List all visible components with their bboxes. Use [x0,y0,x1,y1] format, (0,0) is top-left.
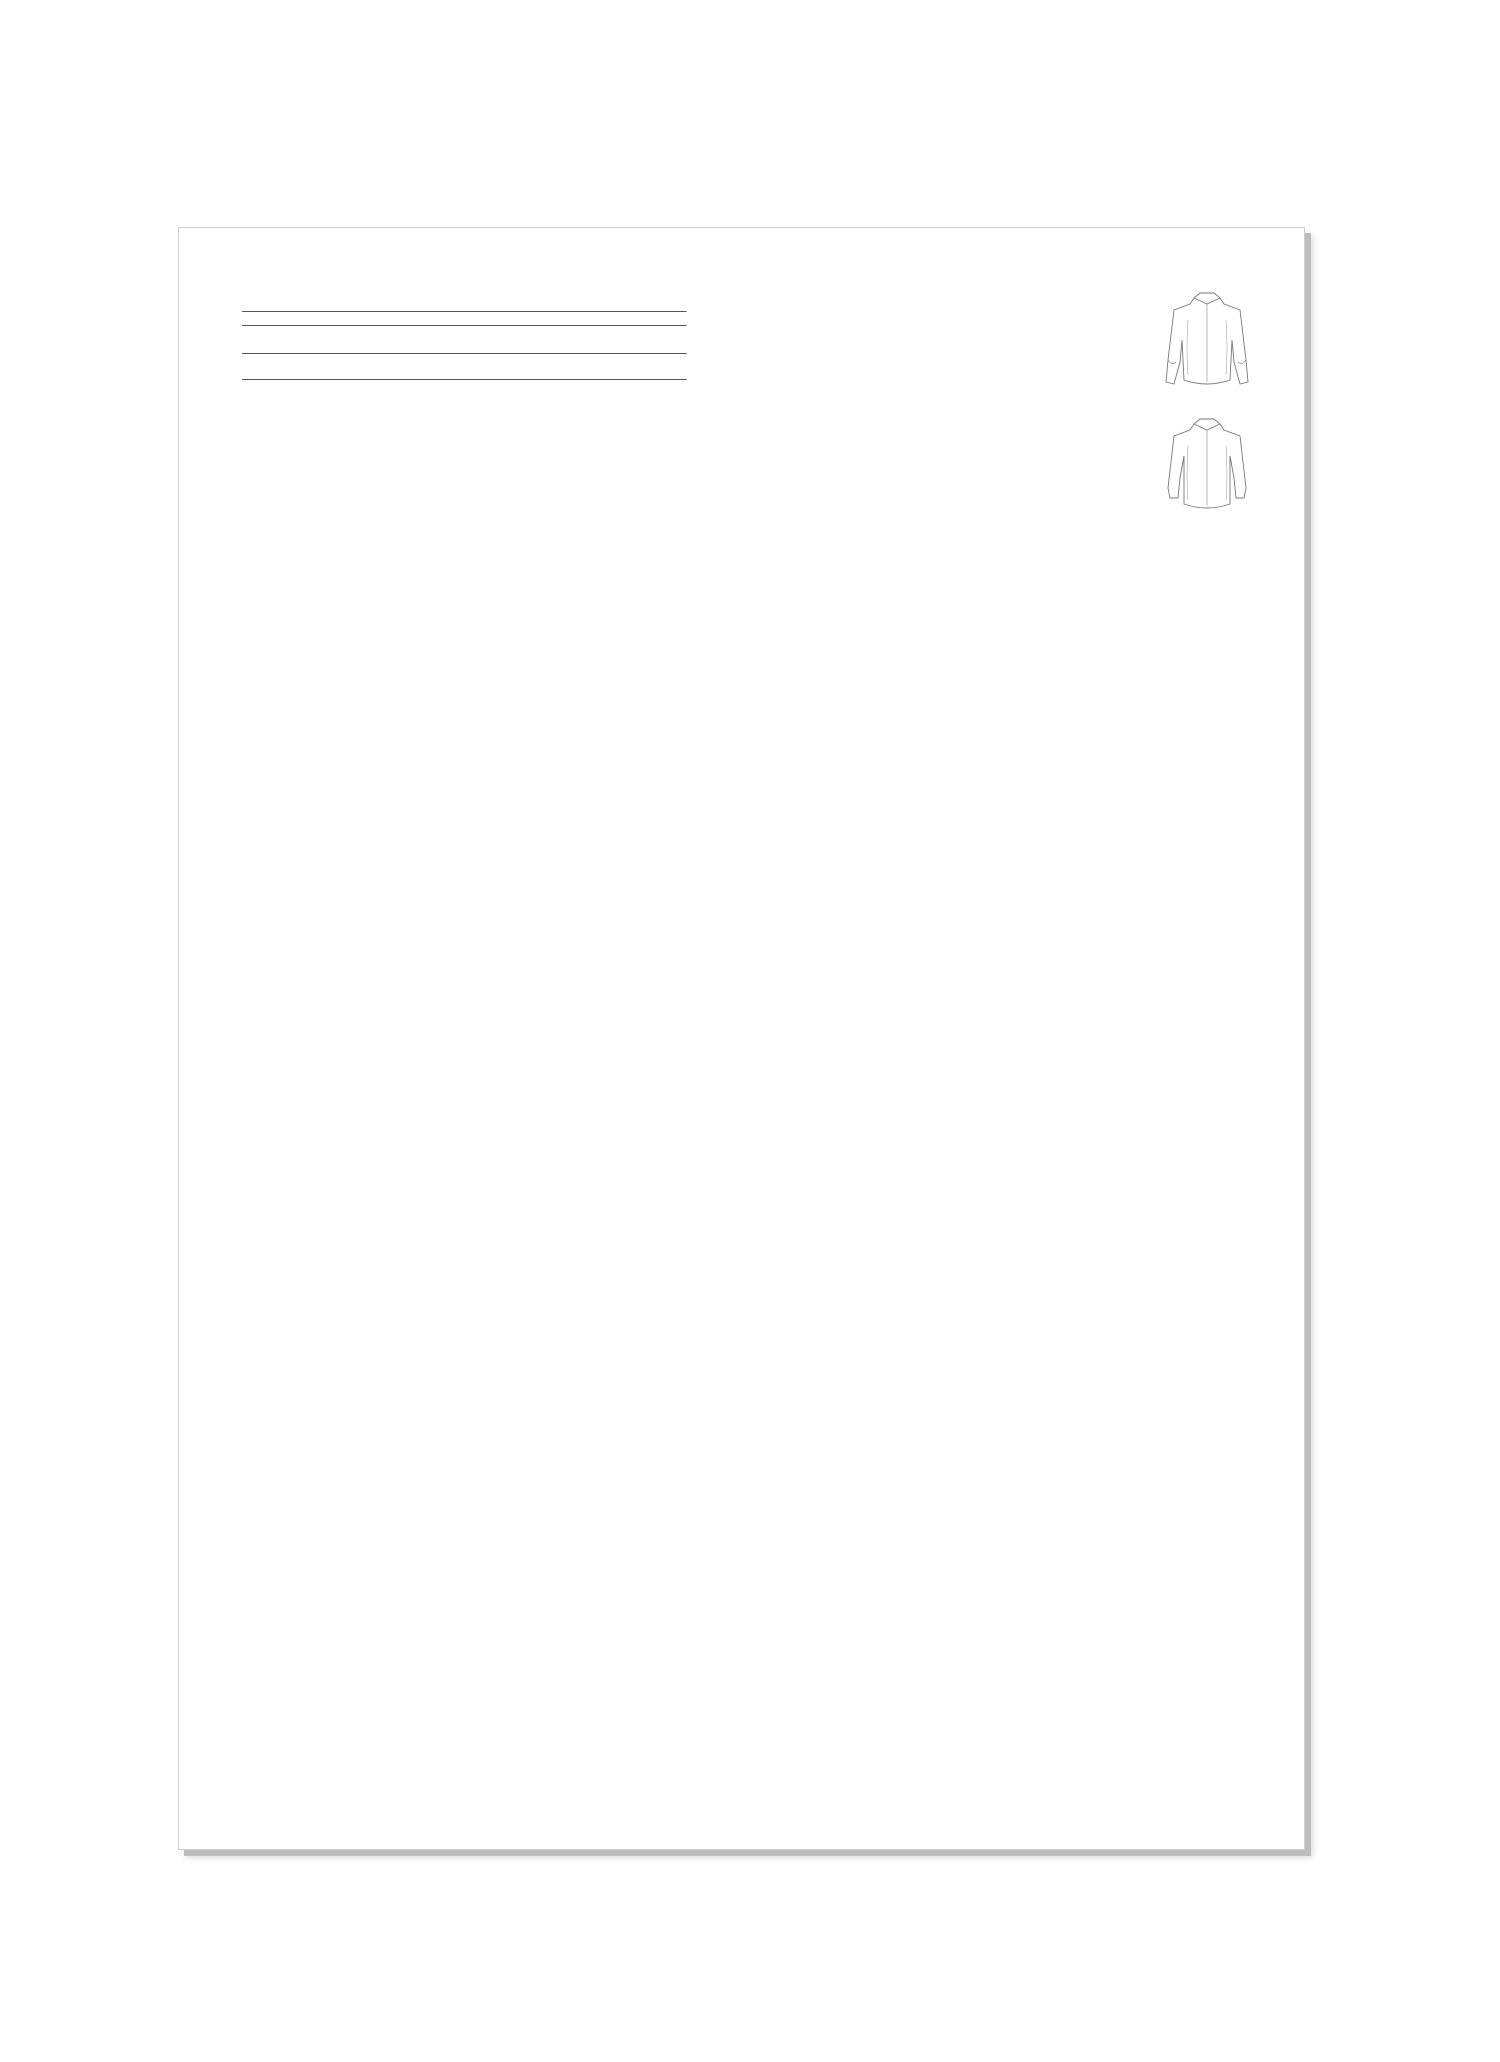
suggested-fabrics [242,327,687,339]
blouse-view-a-illustration [1164,290,1249,400]
notions-line-2 [242,366,687,378]
pattern-envelope-back-page [178,227,1305,1850]
blouse-view-b-illustration [1164,416,1249,524]
section-divider [242,379,687,380]
interfacing-type [242,339,687,351]
notions-line-1 [242,354,687,366]
section-title [242,312,687,324]
section-divider [242,325,687,326]
